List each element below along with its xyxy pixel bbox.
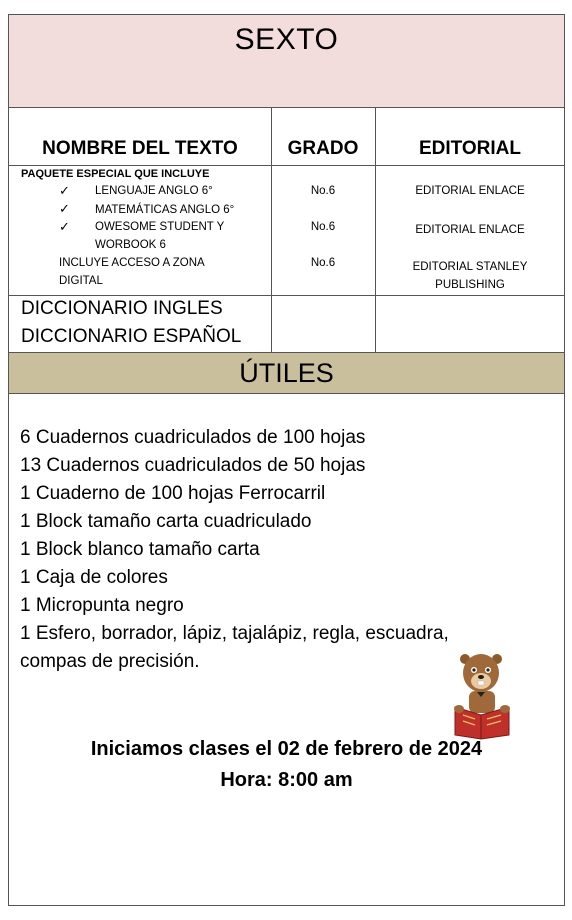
list-item: 1 Esfero, borrador, lápiz, tajalápiz, regla, escuadra, [20,623,449,644]
package-heading: PAQUETE ESPECIAL QUE INCLUYE [21,168,210,180]
dictionary-item: DICCIONARIO ESPAÑOL [21,326,242,347]
header-grado: GRADO [287,138,359,159]
header-editorial: EDITORIAL [418,138,522,159]
check-icon: ✓ [59,219,70,234]
package-note: DIGITAL [59,275,103,287]
header-nombre: NOMBRE DEL TEXTO [42,138,238,159]
supplies-list [20,424,540,676]
header-divider [9,165,564,166]
start-time-text: Hora: 8:00 am [220,769,353,791]
utiles-band [9,352,564,394]
editorial-cell: EDITORIAL ENLACE [415,224,525,236]
editorial-cell: PUBLISHING [435,279,505,291]
list-item: 13 Cuadernos cuadriculados de 50 hojas [20,455,366,476]
check-icon: ✓ [59,183,70,198]
row-divider [9,295,564,296]
start-date-text: Iniciamos clases el 02 de febrero de 2024 [90,738,483,760]
grade-cell: No.6 [310,257,336,269]
list-item: compas de precisión. [20,651,200,672]
package-note: INCLUYE ACCESO A ZONA [59,257,205,269]
title-band [9,15,564,108]
list-item: 6 Cuadernos cuadriculados de 100 hojas [20,427,366,448]
package-item: LENGUAJE ANGLO 6° [95,185,213,197]
check-icon: ✓ [59,201,70,216]
list-item: 1 Block tamaño carta cuadriculado [20,511,312,532]
dictionary-item: DICCIONARIO INGLES [21,298,223,319]
package-item: WORBOOK 6 [95,239,166,251]
editorial-cell: EDITORIAL STANLEY [412,261,528,273]
package-item: OWESOME STUDENT Y [95,221,225,233]
grade-cell: No.6 [310,185,336,197]
school-list-card [8,14,565,906]
editorial-cell: EDITORIAL ENLACE [415,185,525,197]
grade-cell: No.6 [310,221,336,233]
list-item: 1 Micropunta negro [20,595,184,616]
page-title: SEXTO [234,23,339,56]
package-item: MATEMÁTICAS ANGLO 6° [95,204,235,216]
utiles-heading: ÚTILES [239,358,334,388]
beaver-reading-icon [451,649,515,741]
list-item: 1 Caja de colores [20,567,168,588]
list-item: 1 Block blanco tamaño carta [20,539,260,560]
list-item: 1 Cuaderno de 100 hojas Ferrocarril [20,483,326,504]
